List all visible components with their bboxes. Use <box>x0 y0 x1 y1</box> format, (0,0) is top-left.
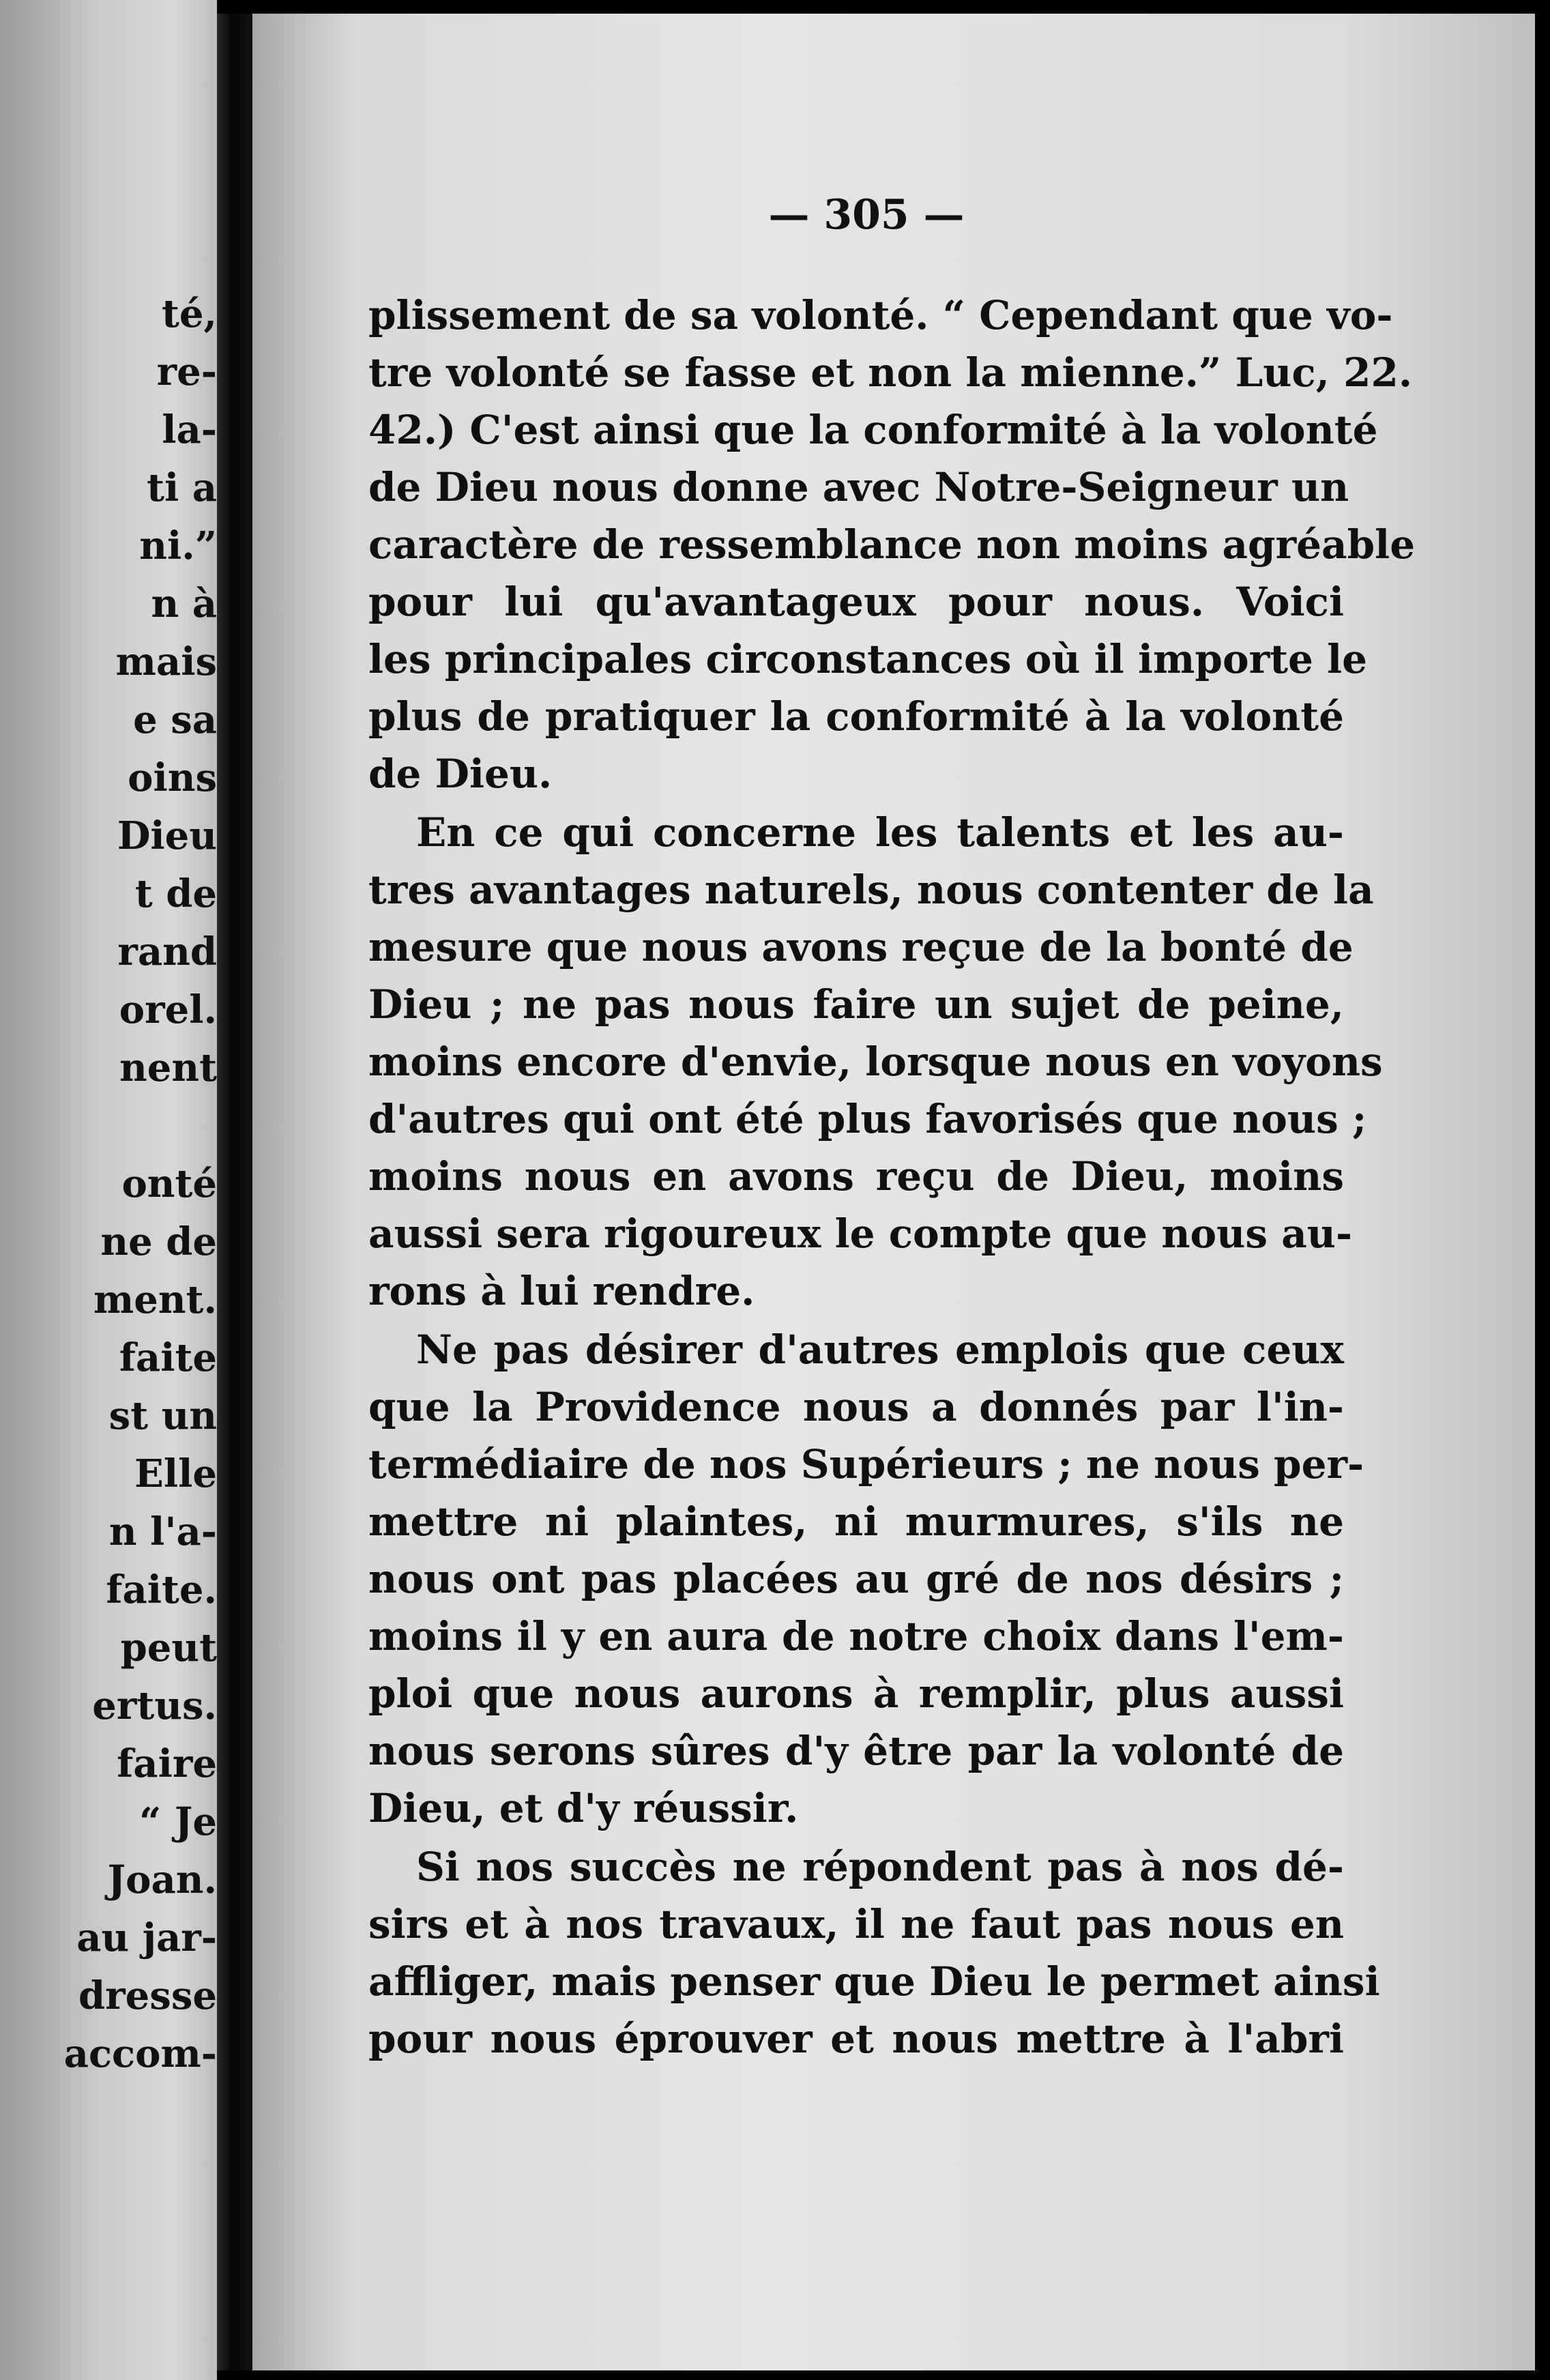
left-page-fragment: ni.” <box>139 523 217 568</box>
left-page-fragment: accom- <box>63 2031 217 2076</box>
left-page-fragment: ne de <box>100 1219 217 1264</box>
text-line: tres avantages naturels, nous contenter de la <box>368 867 1374 913</box>
left-page-fragment: n l'a- <box>108 1509 217 1554</box>
left-page-fragment: faite <box>119 1335 217 1380</box>
left-page-fragment: au jar- <box>76 1915 217 1960</box>
left-page-fragment: orel. <box>119 987 217 1032</box>
text-line: affliger, mais penser que Dieu le permet ainsi <box>368 1958 1380 2005</box>
text-line: de Dieu. <box>368 751 553 797</box>
page-number: — 305 — <box>768 191 965 239</box>
text-line: Dieu ; ne pas nous faire un sujet de peine, <box>368 981 1344 1028</box>
text-line: rons à lui rendre. <box>368 1268 755 1314</box>
left-page-fragment: n à <box>151 581 217 626</box>
left-page-fragment: ertus. <box>92 1683 217 1728</box>
left-page-fragment: e sa <box>133 697 217 742</box>
text-line: plus de pratiquer la conformité à la volonté <box>368 693 1344 740</box>
left-page-fragment: re- <box>156 349 217 394</box>
scan-bottom-border <box>217 2370 1550 2380</box>
paragraph-first-line: Si nos succès ne répondent pas à nos dé- <box>416 1844 1344 1890</box>
text-line: d'autres qui ont été plus favorisés que nous ; <box>368 1096 1367 1142</box>
scan-right-border <box>1535 0 1550 2380</box>
text-line: mettre ni plaintes, ni murmures, s'ils ne <box>368 1498 1344 1545</box>
left-page-fragment: oins <box>128 755 217 800</box>
paragraph-first-line: Ne pas désirer d'autres emplois que ceux <box>416 1326 1344 1373</box>
text-line: de Dieu nous donne avec Notre-Seigneur un <box>368 464 1349 510</box>
left-page-fragment: ti a <box>147 465 217 510</box>
text-line: ploi que nous aurons à remplir, plus aussi <box>368 1670 1344 1717</box>
text-line: moins encore d'envie, lorsque nous en voyons <box>368 1039 1383 1085</box>
left-page-fragment: faire <box>117 1741 217 1786</box>
left-page-fragment <box>0 1099 217 1153</box>
text-line: nous ont pas placées au gré de nos désirs ; <box>368 1556 1344 1602</box>
left-page-fragment: rand <box>117 929 217 974</box>
left-page-fragment: peut <box>120 1625 217 1670</box>
left-page-fragment: faite. <box>106 1567 217 1612</box>
text-line: mesure que nous avons reçue de la bonté de <box>368 924 1354 970</box>
text-line: 42.) C'est ainsi que la conformité à la volonté <box>368 407 1378 453</box>
text-line: les principales circonstances où il importe le <box>368 636 1368 682</box>
text-line: Dieu, et d'y réussir. <box>368 1785 799 1831</box>
left-page-fragment: nent <box>119 1045 217 1090</box>
text-line: aussi sera rigoureux le compte que nous au- <box>368 1210 1353 1257</box>
left-page-fragment: onté <box>121 1161 217 1206</box>
text-line: tre volonté se fasse et non la mienne.” Luc, 22. <box>368 349 1413 396</box>
left-page-fragment: mais <box>115 639 217 684</box>
text-line: moins nous en avons reçu de Dieu, moins <box>368 1153 1344 1200</box>
text-line: que la Providence nous a donnés par l'in- <box>368 1384 1344 1430</box>
left-page-fragment: dresse <box>78 1973 217 2018</box>
left-page-edge <box>0 0 217 2380</box>
left-page-fragment: Dieu <box>117 813 217 858</box>
left-page-fragment: t de <box>134 871 217 916</box>
left-page-fragment: “ Je <box>139 1799 217 1844</box>
text-line: sirs et à nos travaux, il ne faut pas nous en <box>368 1901 1344 1947</box>
text-line: pour lui qu'avantageux pour nous. Voici <box>368 579 1344 625</box>
paragraph-first-line: En ce qui concerne les talents et les au- <box>416 809 1344 856</box>
book-gutter <box>217 0 252 2380</box>
text-line: pour nous éprouver et nous mettre à l'abri <box>368 2016 1344 2062</box>
left-page-fragment: la- <box>162 407 217 452</box>
text-line: caractère de ressemblance non moins agréable <box>368 521 1416 568</box>
text-line: nous serons sûres d'y être par la volonté de <box>368 1728 1344 1774</box>
text-line: moins il y en aura de notre choix dans l'em- <box>368 1613 1344 1659</box>
left-page-fragment: ment. <box>93 1277 217 1322</box>
left-page-fragment: Elle <box>134 1451 217 1496</box>
left-page-fragment: Joan. <box>107 1857 217 1902</box>
left-page-fragment: st un <box>108 1393 217 1438</box>
left-page-fragment: té, <box>162 291 217 336</box>
text-line: plissement de sa volonté. “ Cependant que vo- <box>368 292 1393 338</box>
scan-top-border <box>217 0 1550 14</box>
text-line: termédiaire de nos Supérieurs ; ne nous per- <box>368 1441 1364 1488</box>
